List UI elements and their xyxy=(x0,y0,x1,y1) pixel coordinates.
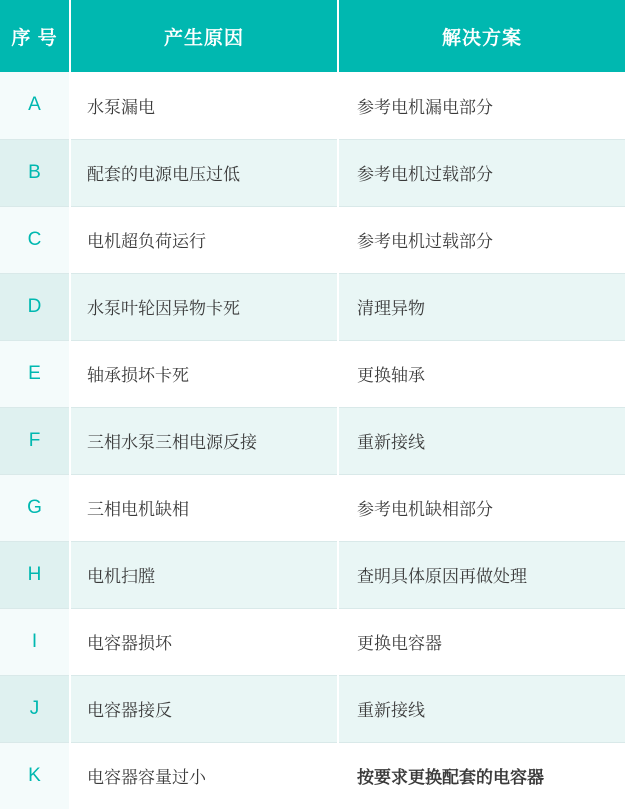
row-index: J xyxy=(0,675,70,742)
row-index: G xyxy=(0,474,70,541)
row-cause: 三相电机缺相 xyxy=(70,474,338,541)
row-solution: 重新接线 xyxy=(338,675,625,742)
row-cause: 水泵漏电 xyxy=(70,72,338,139)
row-cause: 三相水泵三相电源反接 xyxy=(70,407,338,474)
table-body xyxy=(0,72,625,809)
row-index: D xyxy=(0,273,70,340)
table-row xyxy=(0,541,625,608)
row-solution: 参考电机过载部分 xyxy=(338,139,625,206)
row-index: F xyxy=(0,407,70,474)
table-row xyxy=(0,273,625,340)
row-solution: 更换轴承 xyxy=(338,340,625,407)
column-header-index: 序 号 xyxy=(0,0,70,72)
row-index: B xyxy=(0,139,70,206)
row-solution: 参考电机过载部分 xyxy=(338,206,625,273)
row-solution: 参考电机漏电部分 xyxy=(338,72,625,139)
row-index: K xyxy=(0,742,70,809)
row-index: C xyxy=(0,206,70,273)
row-index: H xyxy=(0,541,70,608)
table-row xyxy=(0,72,625,139)
row-solution: 更换电容器 xyxy=(338,608,625,675)
table-row xyxy=(0,675,625,742)
table-header xyxy=(0,0,625,72)
column-header-cause: 产生原因 xyxy=(70,0,338,72)
row-solution: 重新接线 xyxy=(338,407,625,474)
table-row xyxy=(0,608,625,675)
table-row xyxy=(0,407,625,474)
table-header-row xyxy=(0,0,625,72)
table-row xyxy=(0,206,625,273)
row-index: I xyxy=(0,608,70,675)
row-index: E xyxy=(0,340,70,407)
row-cause: 电容器损坏 xyxy=(70,608,338,675)
row-cause: 配套的电源电压过低 xyxy=(70,139,338,206)
row-cause: 电机超负荷运行 xyxy=(70,206,338,273)
row-solution: 清理异物 xyxy=(338,273,625,340)
row-cause: 水泵叶轮因异物卡死 xyxy=(70,273,338,340)
row-cause: 电容器接反 xyxy=(70,675,338,742)
table-row xyxy=(0,474,625,541)
column-header-solution: 解决方案 xyxy=(338,0,625,72)
table-row xyxy=(0,139,625,206)
table-row xyxy=(0,742,625,809)
table-row xyxy=(0,340,625,407)
row-cause: 电容器容量过小 xyxy=(70,742,338,809)
row-cause: 轴承损坏卡死 xyxy=(70,340,338,407)
row-solution: 按要求更换配套的电容器 xyxy=(338,742,625,809)
row-cause: 电机扫膛 xyxy=(70,541,338,608)
row-solution: 查明具体原因再做处理 xyxy=(338,541,625,608)
row-index: A xyxy=(0,72,70,139)
row-solution: 参考电机缺相部分 xyxy=(338,474,625,541)
